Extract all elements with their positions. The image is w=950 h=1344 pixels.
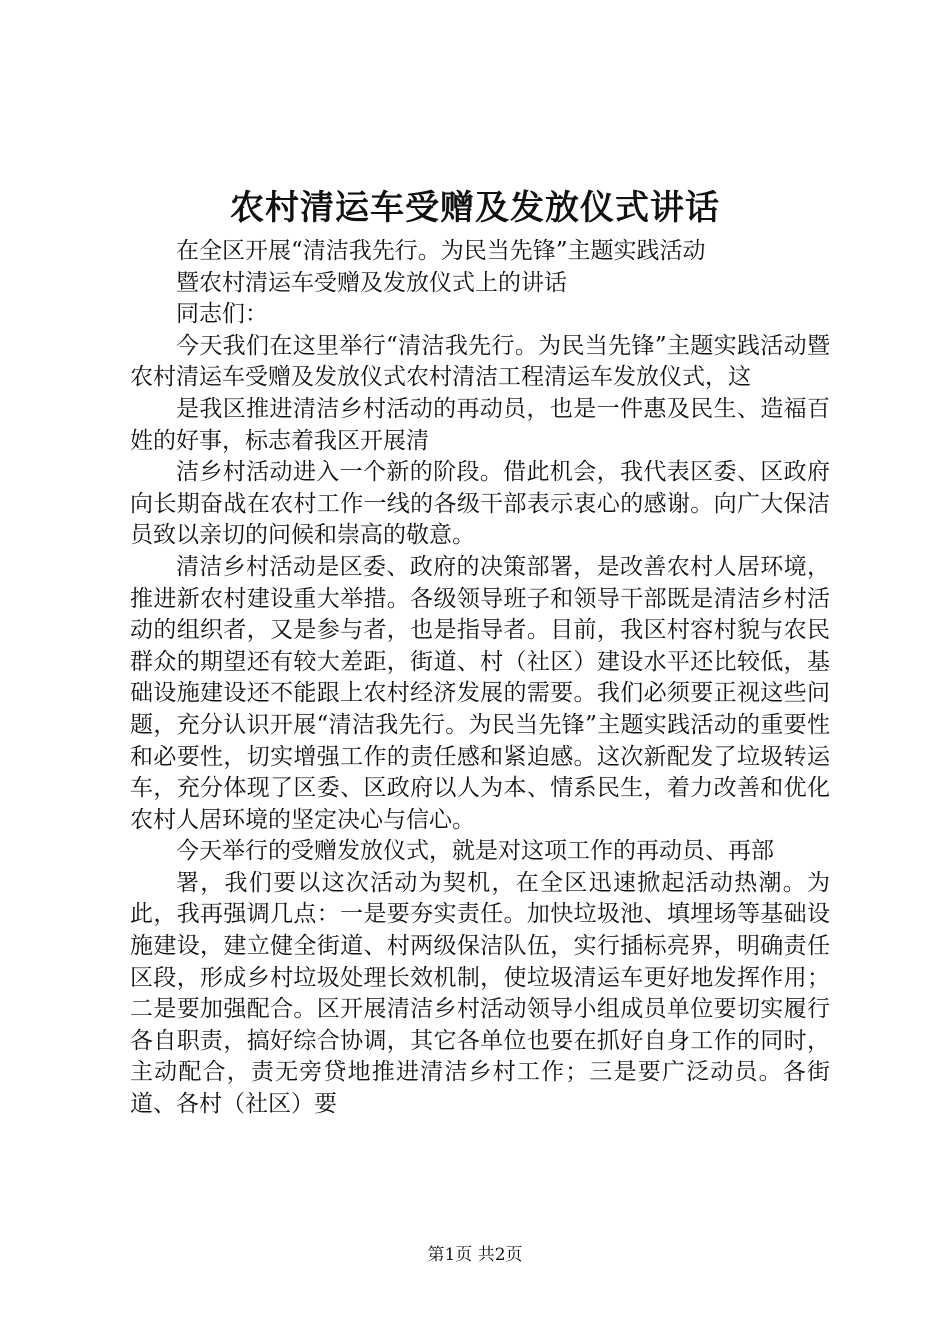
- document-body: [130, 236, 830, 1121]
- paragraph: 署，我们要以这次活动为契机，在全区迅速掀起活动热潮。为此，我再强调几点：一是要夯实责任。加快垃圾池、填埋场等基础设施建设，建立健全街道、村两级保洁队伍，实行插标亮界，明确责任区段，形成乡村垃圾处理长效机制，使垃圾清运车更好地发挥作用；二是要加强配合。区开展清洁乡村活动领导小组成员单位要切实履行各自职责，搞好综合协调，其它各单位也要在抓好自身工作的同时，主动配合，责无旁贷地推进清洁乡村工作；三是要广泛动员。各街道、各村（社区）要: [130, 869, 830, 1118]
- paragraph: 今天我们在这里举行“清洁我先行。为民当先锋”主题实践活动暨农村清运车受赠及发放仪式农村清洁工程清运车发放仪式，这: [130, 332, 830, 391]
- document-title: 农村清运车受赠及发放仪式讲话: [230, 188, 720, 228]
- paragraph-subtitle-1: 在全区开展“清洁我先行。为民当先锋”主题实践活动: [176, 238, 706, 264]
- paragraph-subtitle-2: 暨农村清运车受赠及发放仪式上的讲话: [176, 269, 567, 296]
- paragraph: 洁乡村活动进入一个新的阶段。借此机会，我代表区委、区政府向长期奋战在农村工作一线的各级干部表示衷心的感谢。向广大保洁员致以亲切的问候和崇高的敬意。: [130, 459, 830, 549]
- paragraph: 今天举行的受赠发放仪式，就是对这项工作的再动员、再部: [176, 838, 774, 865]
- page-footer: 第1页 共2页: [427, 1245, 523, 1265]
- paragraph: 清洁乡村活动是区委、政府的决策部署，是改善农村人居环境，推进新农村建设重大举措。各级领导班子和领导干部既是清洁乡村活动的组织者，又是参与者，也是指导者。目前，我区村容村貌与农民群众的期望还有较大差距，街道、村（社区）建设水平还比较低，基础设施建设还不能跟上农村经济发展的需要。我们必须要正视这些问题，充分认识开展“清洁我先行。为民当先锋”主题实践活动的重要性和必要性，切实增强工作的责任感和紧迫感。这次新配发了垃圾转运车，充分体现了区委、区政府以人为本、情系民生，着力改善和优化农村人居环境的坚定决心与信心。: [130, 553, 830, 833]
- paragraph-salutation: 同志们：: [176, 301, 268, 328]
- paragraph: 是我区推进清洁乡村活动的再动员，也是一件惠及民生、造福百姓的好事，标志着我区开展清: [130, 395, 830, 454]
